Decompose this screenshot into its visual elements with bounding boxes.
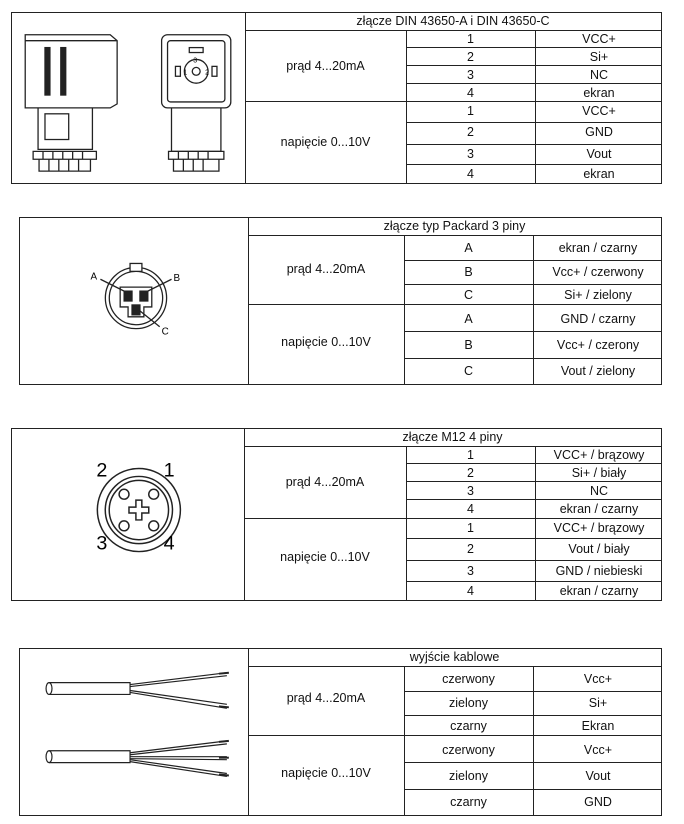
packard-mode-voltage: napięcie 0...10V: [281, 335, 371, 349]
cable-current-sig-1: Vcc+: [583, 672, 613, 686]
m12-current-pin-3: 3: [467, 484, 474, 498]
m12-voltage-sig-3: GND / niebieski: [555, 564, 643, 578]
m12-voltage-sig-4: ekran / czarny: [559, 584, 639, 598]
din-current-sig-4: ekran: [583, 86, 615, 100]
cable-voltage-wire-3: czarny: [450, 795, 487, 809]
cable-mode-current: prąd 4...20mA: [286, 691, 366, 705]
m12-current-pin-2: 2: [467, 466, 474, 480]
m12-voltage-sig-2: Vout / biały: [568, 542, 630, 556]
m12-current-sig-2: Si+ / biały: [571, 466, 627, 480]
cable-voltage-wire-2: zielony: [449, 769, 488, 783]
cable-voltage-sig-1: Vcc+: [583, 743, 613, 757]
cable-current-wire-1: czerwony: [442, 672, 495, 686]
din-current-pin-3: 3: [467, 68, 474, 82]
packard-current-pin-c: C: [463, 288, 474, 302]
cable-current-sig-3: Ekran: [581, 719, 615, 733]
packard-voltage-pin-a: A: [464, 312, 473, 326]
cable-output-illustration: [20, 649, 249, 815]
cable-current-wire-2: zielony: [449, 696, 488, 710]
packard-connector-drawing: [20, 218, 248, 384]
packard-voltage-sig-a: GND / czarny: [560, 312, 636, 326]
packard-pin-label-c: C: [161, 326, 169, 338]
m12-voltage-pin-3: 3: [467, 564, 474, 578]
din-connector-illustration: [12, 13, 246, 183]
m12-connector-drawing: [12, 429, 244, 600]
m12-current-pin-4: 4: [467, 502, 474, 516]
m12-voltage-pin-4: 4: [467, 584, 474, 598]
cable-output-section: [19, 648, 662, 816]
cable-output-drawing: [20, 649, 248, 815]
m12-current-pin-1: 1: [467, 448, 474, 462]
m12-title: złącze M12 4 piny: [244, 429, 661, 447]
din-voltage-sig-1: VCC+: [582, 104, 616, 118]
cable-title: wyjście kablowe: [248, 649, 661, 667]
din-title: złącze DIN 43650-A i DIN 43650-C: [245, 13, 661, 31]
m12-voltage-sig-1: VCC+ / brązowy: [553, 521, 645, 535]
packard-pin-label-a: A: [90, 271, 98, 283]
din-mode-current: prąd 4...20mA: [286, 59, 365, 73]
packard-voltage-pin-c: C: [463, 364, 474, 378]
packard-mode-current: prąd 4...20mA: [286, 262, 366, 276]
din-current-sig-2: Si+: [589, 50, 609, 64]
din-current-pin-2: 2: [467, 50, 474, 64]
cable-voltage-wire-1: czerwony: [442, 743, 495, 757]
din-voltage-sig-4: ekran: [583, 167, 615, 181]
cable-current-wire-3: czarny: [450, 719, 487, 733]
packard-current-sig-b: Vcc+ / czerwony: [552, 265, 644, 279]
m12-pin-label-4: 4: [163, 532, 175, 555]
cable-current-sig-2: Si+: [588, 696, 608, 710]
packard-current-pin-b: B: [464, 265, 473, 279]
din-voltage-pin-2: 2: [467, 125, 474, 139]
din-voltage-pin-3: 3: [467, 147, 474, 161]
packard-voltage-sig-b: Vcc+ / czerony: [556, 338, 640, 352]
m12-connector-illustration: [12, 429, 245, 600]
din-current-pin-4: 4: [467, 86, 474, 100]
packard-current-sig-a: ekran / czarny: [558, 241, 638, 255]
din-voltage-sig-2: GND: [585, 125, 613, 139]
m12-mode-voltage: napięcie 0...10V: [280, 550, 370, 564]
packard-voltage-pin-b: B: [464, 338, 473, 352]
packard-current-pin-a: A: [464, 241, 473, 255]
din-connector-drawing: [12, 13, 245, 183]
din-mode-voltage: napięcie 0...10V: [280, 135, 371, 149]
packard-pin-label-b: B: [173, 273, 181, 285]
m12-connector-section: [11, 428, 662, 601]
packard-voltage-sig-c: Vout / zielony: [560, 364, 636, 378]
m12-pin-label-1: 1: [163, 459, 175, 482]
cable-voltage-sig-2: Vout: [585, 769, 611, 783]
din-current-pin-1: 1: [467, 32, 474, 46]
din-current-sig-3: NC: [589, 68, 609, 82]
m12-current-sig-3: NC: [589, 484, 609, 498]
packard-connector-section: [19, 217, 662, 385]
m12-mode-current: prąd 4...20mA: [285, 475, 365, 489]
m12-current-sig-4: ekran / czarny: [559, 502, 639, 516]
m12-voltage-pin-2: 2: [467, 542, 474, 556]
din-connector-section: [11, 12, 662, 184]
cable-voltage-sig-3: GND: [584, 795, 612, 809]
cable-mode-voltage: napięcie 0...10V: [281, 766, 371, 780]
din-voltage-pin-1: 1: [467, 104, 474, 118]
din-voltage-pin-4: 4: [467, 167, 474, 181]
din-current-sig-1: VCC+: [582, 32, 616, 46]
m12-voltage-pin-1: 1: [467, 521, 474, 535]
din-voltage-sig-3: Vout: [586, 147, 612, 161]
din-pin-label-3: 3: [193, 57, 198, 65]
packard-current-sig-c: Si+ / zielony: [564, 288, 632, 302]
m12-pin-label-3: 3: [96, 532, 108, 555]
m12-current-sig-1: VCC+ / brązowy: [553, 448, 645, 462]
packard-title: złącze typ Packard 3 piny: [248, 218, 661, 236]
din-pin-label-2: 2: [205, 69, 209, 77]
din-pin-label-1: 1: [183, 69, 188, 77]
packard-connector-illustration: [20, 218, 249, 384]
m12-pin-label-2: 2: [96, 459, 108, 482]
